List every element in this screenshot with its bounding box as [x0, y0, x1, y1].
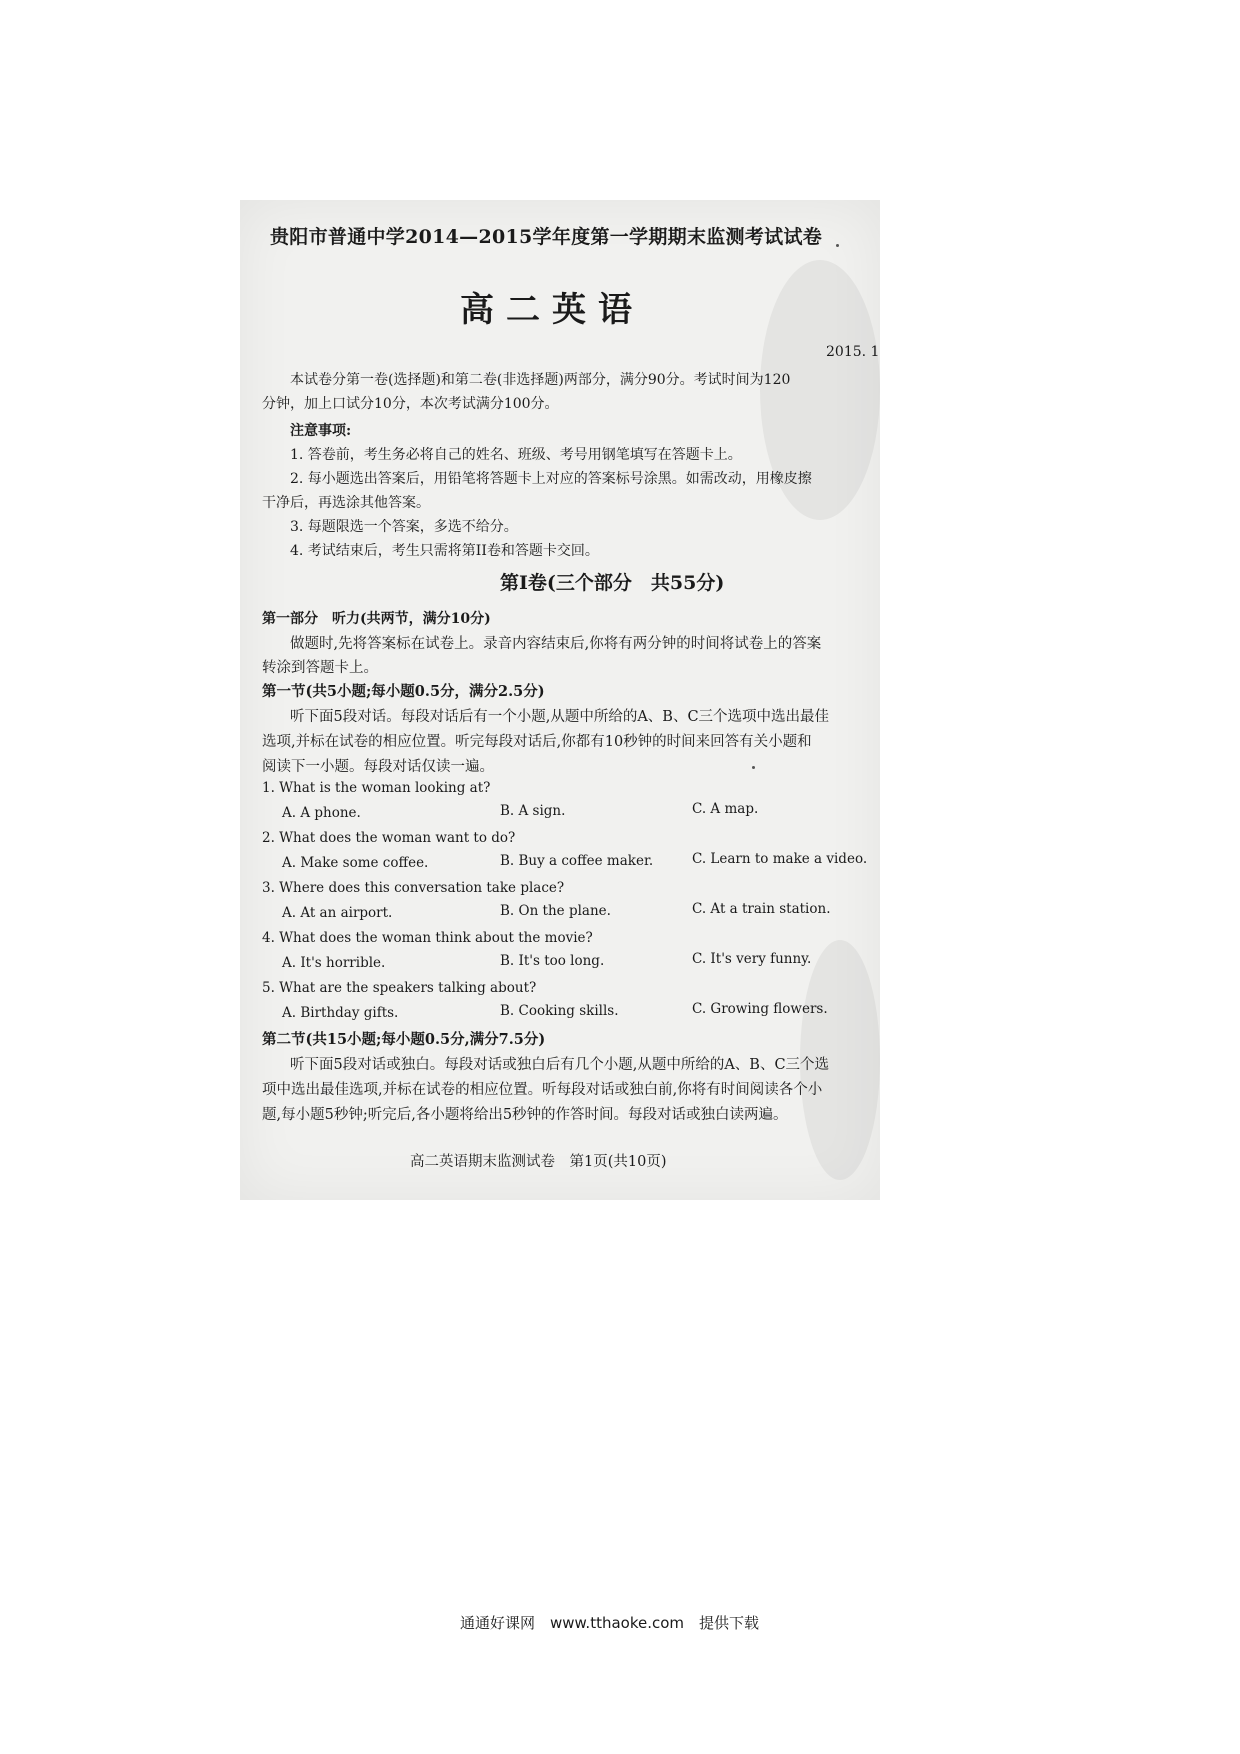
intro-line: 分钟，加上口试分10分，本次考试满分100分。 — [262, 396, 559, 412]
option-a: A. It's horrible. — [282, 955, 386, 971]
notice-item: 4. 考试结束后，考生只需将第II卷和答题卡交回。 — [290, 543, 599, 559]
question: 5. What are the speakers talking about? — [262, 980, 537, 996]
question: 4. What does the woman think about the movie? — [262, 930, 593, 946]
section-heading: 第一节(共5小题;每小题0.5分，满分2.5分) — [262, 683, 545, 700]
instruction-line: 题,每小题5秒钟;听完后,各小题将给出5秒钟的作答时间。每段对话或独白读两遍。 — [262, 1107, 788, 1123]
notice-heading: 注意事项: — [290, 423, 352, 439]
option-a: A. A phone. — [282, 805, 361, 821]
page-footer: 高二英语期末监测试卷 第1页(共10页) — [410, 1154, 667, 1170]
option-b: B. A sign. — [500, 803, 566, 819]
question: 1. What is the woman looking at? — [262, 780, 491, 796]
scan-speck — [752, 766, 755, 769]
question: 3. Where does this conversation take place? — [262, 880, 565, 896]
instruction-line: 听下面5段对话或独白。每段对话或独白后有几个小题,从题中所给的A、B、C三个选 — [290, 1057, 830, 1073]
option-a: A. At an airport. — [282, 905, 393, 921]
instruction-line: 阅读下一小题。每段对话仅读一遍。 — [262, 759, 494, 775]
section-heading: 第二节(共15小题;每小题0.5分,满分7.5分) — [262, 1031, 546, 1048]
instruction-line: 项中选出最佳选项,并标在试卷的相应位置。听每段对话或独白前,你将有时间阅读各个小 — [262, 1082, 823, 1098]
option-a: A. Make some coffee. — [282, 855, 429, 871]
option-b: B. It's too long. — [500, 953, 605, 969]
instruction-line: 转涂到答题卡上。 — [262, 660, 378, 676]
option-b: B. Cooking skills. — [500, 1003, 619, 1019]
notice-item: 3. 每题限选一个答案，多选不给分。 — [290, 519, 518, 535]
option-c: C. Growing flowers. — [692, 1001, 828, 1017]
option-c: C. Learn to make a video. — [692, 851, 868, 867]
intro-line: 本试卷分第一卷(选择题)和第二卷(非选择题)两部分，满分90分。考试时间为120 — [290, 372, 791, 388]
option-c: C. At a train station. — [692, 901, 831, 917]
exam-date: 2015. 1 — [826, 344, 880, 360]
option-b: B. Buy a coffee maker. — [500, 853, 654, 869]
option-c: C. It's very funny. — [692, 951, 812, 967]
notice-item: 2. 每小题选出答案后，用铅笔将答题卡上对应的答案标号涂黑。如需改动，用橡皮擦 — [290, 471, 812, 487]
option-c: C. A map. — [692, 801, 759, 817]
scan-speck — [836, 244, 839, 247]
option-b: B. On the plane. — [500, 903, 611, 919]
part-heading: 第一部分 听力(共两节，满分10分) — [262, 611, 491, 627]
download-credit: 通通好课网 www.tthaoke.com 提供下载 — [460, 1614, 760, 1632]
subject-heading: 高二英语 — [460, 290, 644, 330]
instruction-line: 选项,并标在试卷的相应位置。听完每段对话后,你都有10秒钟的时间来回答有关小题和 — [262, 734, 812, 750]
volume-heading: 第I卷(三个部分 共55分) — [500, 572, 725, 594]
instruction-line: 听下面5段对话。每段对话后有一个小题,从题中所给的A、B、C三个选项中选出最佳 — [290, 709, 830, 725]
option-a: A. Birthday gifts. — [282, 1005, 399, 1021]
question: 2. What does the woman want to do? — [262, 830, 516, 846]
exam-title: 贵阳市普通中学2014—2015学年度第一学期期末监测考试试卷 — [270, 226, 823, 248]
instruction-line: 做题时,先将答案标在试卷上。录音内容结束后,你将有两分钟的时间将试卷上的答案 — [290, 636, 822, 652]
notice-item: 干净后，再选涂其他答案。 — [262, 495, 430, 511]
notice-item: 1. 答卷前，考生务必将自己的姓名、班级、考号用钢笔填写在答题卡上。 — [290, 447, 742, 463]
